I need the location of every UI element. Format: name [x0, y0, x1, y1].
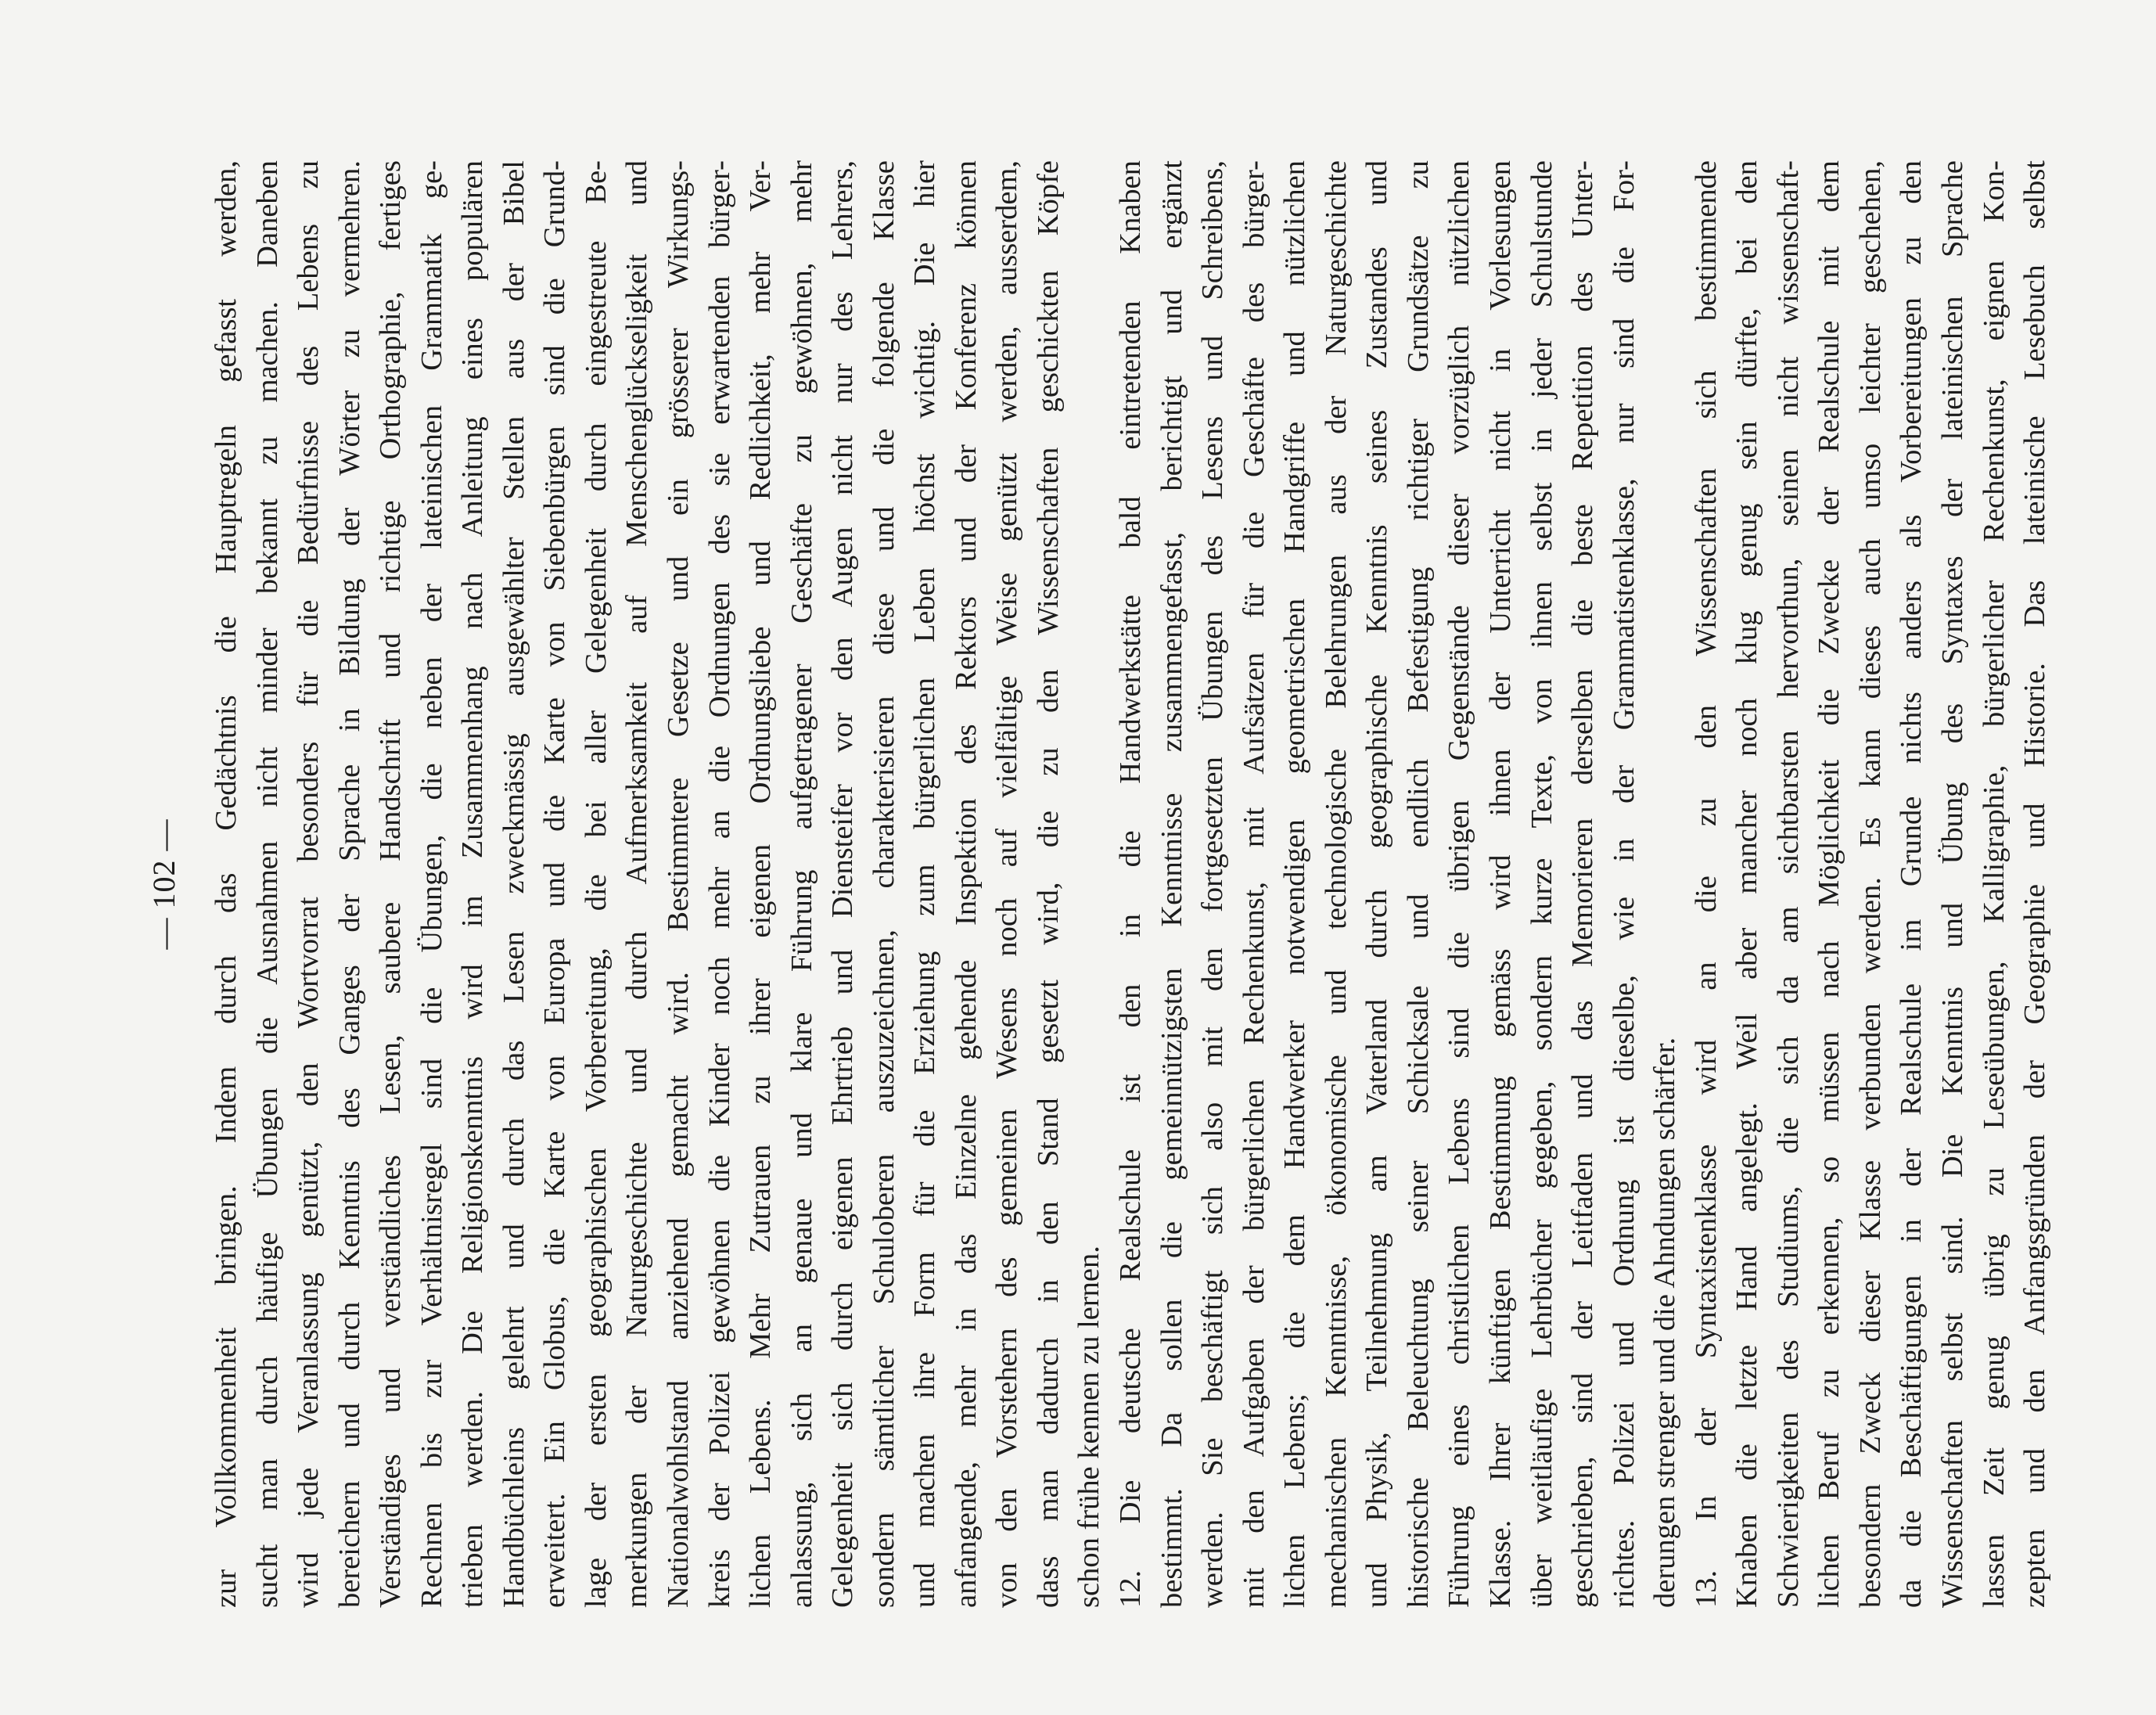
text-line: besondern Zweck dieser Klasse verbunden werden. Es kann dieses auch umso leichter geschehen,: [1853, 160, 1887, 1608]
text-line: und Physik, Teilnehmung am Vaterland durch geographische Kenntnis seines Zustandes und: [1360, 160, 1394, 1608]
text-line: erweitert. Ein Globus, die Karte von Europa und die Karte von Siebenbürgen sind die Grund-: [538, 160, 572, 1608]
text-line: kreis der Polizei gewöhnen die Kinder noch mehr an die Ordnungen des sie erwartenden bürger-: [702, 160, 736, 1608]
text-line: trieben werden. Die Religionskenntnis wird im Zusammenhang nach Anleitung eines populären: [456, 160, 490, 1608]
text-line: lichen Lebens; die dem Handwerker notwendigen geometrischen Handgriffe und nützlichen: [1278, 160, 1312, 1608]
text-line: geschrieben, sind der Leitfaden und das Memorieren derselben die beste Repetition des Unter-: [1566, 160, 1600, 1608]
text-line: lichen Beruf zu erkennen, so müssen nach Möglichkeit die Zwecke der Realschule mit dem: [1813, 160, 1846, 1608]
text-line: sondern sämtlicher Schuloberen auszuzeichnen, charakterisieren diese und die folgende Klasse: [867, 160, 900, 1608]
text-line: bestimmt. Da sollen die gemeinnützigsten Kenntnisse zusammengefasst, berichtigt und ergänzt: [1155, 160, 1188, 1608]
text-line: Führung eines christlichen Lebens sind die übrigen Gegenstände dieser vorzüglich nützlichen: [1443, 160, 1476, 1608]
text-line: bereichern und durch Kenntnis des Ganges der Sprache in Bildung der Wörter zu vermehren.: [332, 160, 366, 1608]
text-line: wird jede Veranlassung genützt, den Wortvorrat besonders für die Bedürfnisse des Lebens zu: [292, 160, 325, 1608]
text-line: anlassung, sich an genaue und klare Führung aufgetragener Geschäfte zu gewöhnen, mehr: [785, 160, 818, 1608]
text-line: lage der ersten geographischen Vorbereitung, die bei aller Gelegenheit durch eingestreute Be-: [579, 160, 613, 1608]
text-line: zepten und den Anfangsgründen der Geographie und Historie. Das lateinische Lesebuch selbst: [2018, 160, 2052, 1608]
text-line: Handbüchleins gelehrt und durch das Lesen zweckmässig ausgewählter Stellen aus der Bibel: [497, 160, 530, 1608]
text-line: von den Vorstehern des gemeinen Wesens noch auf vielfältige Weise genützt werden, ausserdem,: [990, 160, 1024, 1608]
text-line: derungen strenger und die Ahndungen schärfer.: [1648, 1037, 1682, 1608]
text-line: anfangende, mehr in das Einzelne gehende Inspektion des Rektors und der Konferenz können: [949, 160, 983, 1608]
text-line: dass man dadurch in den Stand gesetzt wird, die zu den Wissenschaften geschickten Köpfe: [1031, 160, 1065, 1608]
text-line: Wissenschaften selbst sind. Die Kenntnis und Übung des Syntaxes der lateinischen Sprache: [1935, 160, 1969, 1608]
text-line: Rechnen bis zur Verhältnisregel sind die Übungen, die neben der lateinischen Grammatik ge-: [415, 160, 448, 1608]
text-line: merkungen der Naturgeschichte und durch Aufmerksamkeit auf Menschenglückseligkeit und: [620, 160, 654, 1608]
text-line: über weitläufige Lehrbücher gegeben, sondern kurze Texte, von ihnen selbst in jeder Schulstunde: [1525, 160, 1558, 1608]
text-line: Klasse. Ihrer künftigen Bestimmung gemäss wird ihnen der Unterricht nicht in Vorlesungen: [1483, 160, 1517, 1608]
text-line: 12. Die deutsche Realschule ist den in die Handwerkstätte bald eintretenden Knaben: [1114, 160, 1148, 1608]
text-line: mit den Aufgaben der bürgerlichen Rechenkunst, mit Aufsätzen für die Geschäfte des bürger-: [1237, 160, 1270, 1608]
text-line: historische Beleuchtung seiner Schicksale und endlich Befestigung richtiger Grundsätze zu: [1401, 160, 1435, 1608]
text-line: Nationalwohlstand anziehend gemacht wird. Bestimmtere Gesetze und ein grösserer Wirkungs-: [662, 160, 695, 1608]
text-line: und machen ihre Form für die Erziehung zum bürgerlichen Leben höchst wichtig. Die hier: [908, 160, 942, 1608]
text-line: Verständiges und verständliches Lesen, saubere Handschrift und richtige Orthographie, fertiges: [374, 160, 408, 1608]
rotated-text-frame: [137, 160, 2052, 1608]
text-line: Gelegenheit sich durch eigenen Ehrtrieb und Diensteifer vor den Augen nicht nur des Lehrers,: [826, 160, 860, 1608]
page-number: — 102 —: [146, 818, 181, 950]
text-line: da die Beschäftigungen in der Realschule im Grunde nichts anders als Vorbereitungen zu den: [1895, 160, 1928, 1608]
text-line: lassen Zeit genug übrig zu Leseübungen, Kalligraphie, bürgerlicher Rechenkunst, eignen Kon-: [1977, 160, 2010, 1608]
text-line: zur Vollkommenheit bringen. Indem durch das Gedächtnis die Hauptregeln gefasst werden,: [210, 160, 243, 1608]
text-line: sucht man durch häufige Übungen die Ausnahmen nicht minder bekannt zu machen. Daneben: [250, 160, 284, 1608]
text-line: 13. In der Syntaxistenklasse wird an die zu den Wissenschaften sich bestimmende: [1689, 160, 1723, 1608]
text-line: mechanischen Kenntnisse, ökonomische und technologische Belehrungen aus der Naturgeschichte: [1319, 160, 1353, 1608]
body-text: [206, 160, 2056, 1608]
text-line: werden. Sie beschäftigt sich also mit den fortgesetzten Übungen des Lesens und Schreibens,: [1196, 160, 1230, 1608]
text-line: Knaben die letzte Hand angelegt. Weil aber mancher noch klug genug sein dürfte, bei den: [1730, 160, 1764, 1608]
text-line: lichen Lebens. Mehr Zutrauen zu ihrer eigenen Ordnungsliebe und Redlichkeit, mehr Ver-: [744, 160, 778, 1608]
text-line: richtes. Polizei und Ordnung ist dieselbe, wie in der Grammatistenklasse, nur sind die For-: [1607, 160, 1640, 1608]
text-line: schon frühe kennen zu lernen.: [1073, 1246, 1106, 1608]
text-line: Schwierigkeiten des Studiums, die sich da am sichtbarsten hervorthun, seinen nicht wissenschaft-: [1771, 160, 1805, 1608]
